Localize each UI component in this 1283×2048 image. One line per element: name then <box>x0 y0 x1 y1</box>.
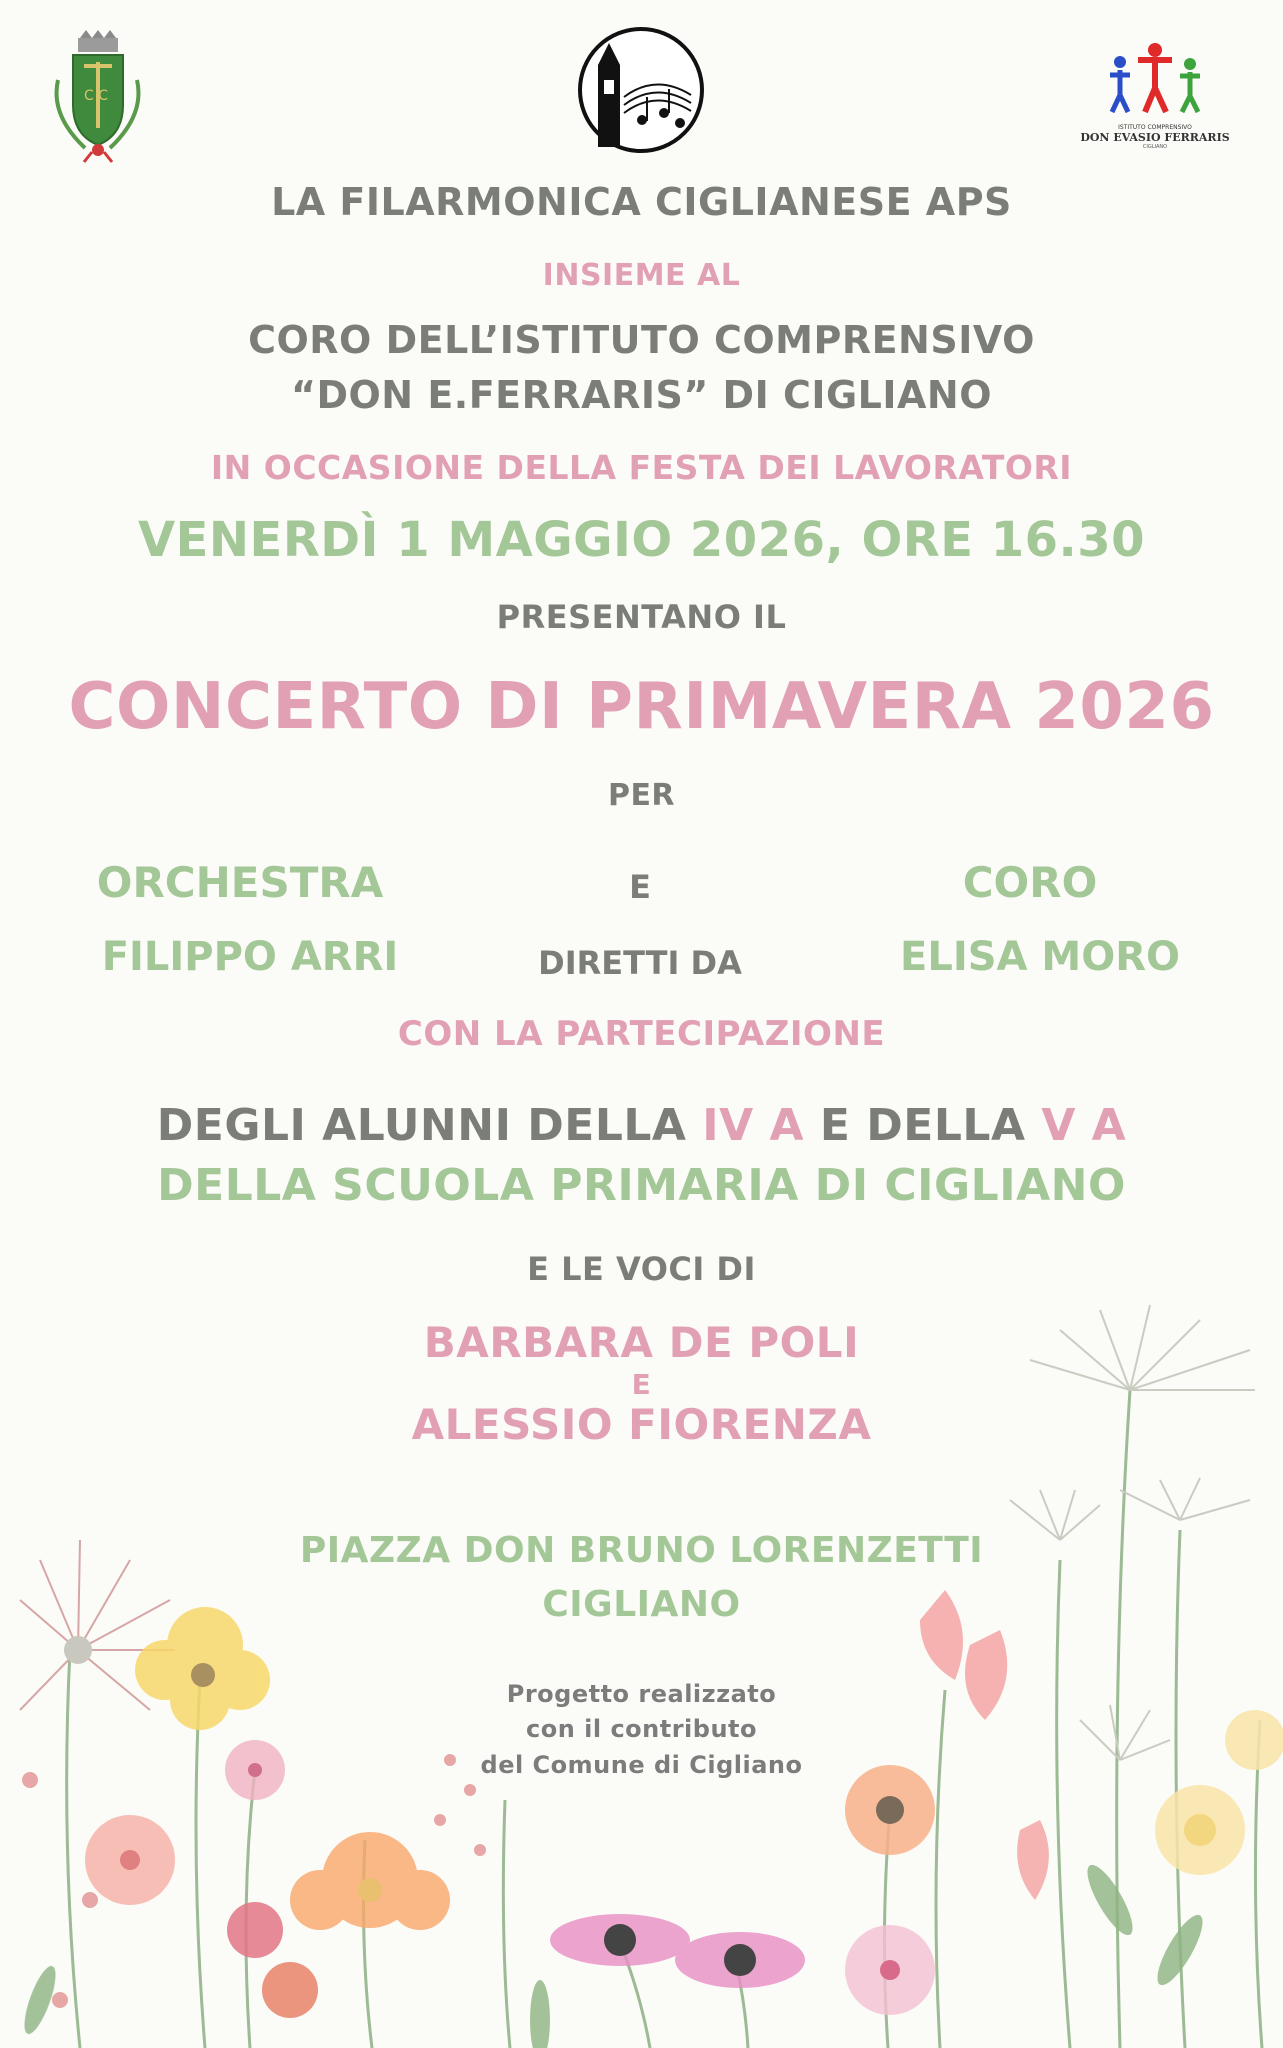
and-separator: E <box>629 868 651 906</box>
istituto-logo-line2: DON EVASIO FERRARIS <box>1080 131 1230 144</box>
venue-place: PIAZZA DON BRUNO LORENZETTI <box>299 1530 984 1571</box>
flower-decoration-illustration <box>0 1300 1283 2048</box>
occasion-line: IN OCCASIONE DELLA FESTA DEI LAVORATORI <box>210 448 1073 487</box>
choir-director: ELISA MORO <box>900 934 1180 980</box>
school-line: DELLA SCUOLA PRIMARIA DI CIGLIANO <box>157 1160 1126 1211</box>
students-text-b: E DELLA <box>804 1100 1042 1151</box>
credit-line2: con il contributo <box>525 1715 758 1743</box>
venue-town: CIGLIANO <box>542 1584 741 1625</box>
comune-coat-of-arms-logo <box>40 30 155 165</box>
singer-2: ALESSIO FIORENZA <box>411 1400 872 1449</box>
class-v-a: V A <box>1041 1100 1127 1151</box>
credit-line3: del Comune di Cigliano <box>480 1751 803 1779</box>
choir-line2: “DON E.FERRARIS” DI CIGLIANO <box>290 373 993 417</box>
organizer-name: LA FILARMONICA CIGLIANESE APS <box>271 180 1012 224</box>
for-label: PER <box>607 778 676 813</box>
students-line <box>0 1100 1283 1151</box>
singer-1: BARBARA DE POLI <box>423 1318 860 1367</box>
dancing-people-icon <box>1100 40 1210 120</box>
credit-line1: Progetto realizzato <box>506 1680 777 1708</box>
choir-label: CORO <box>962 858 1098 907</box>
orchestra-director: FILIPPO ARRI <box>101 934 399 980</box>
concert-title: CONCERTO DI PRIMAVERA 2026 <box>68 670 1215 744</box>
istituto-comprensivo-logo <box>1075 40 1235 180</box>
choir-line1: CORO DELL’ISTITUTO COMPRENSIVO <box>248 318 1035 362</box>
voices-heading: E LE VOCI DI <box>527 1250 756 1288</box>
class-iv-a: IV A <box>702 1100 805 1151</box>
directed-by-label: DIRETTI DA <box>538 944 742 982</box>
event-date: VENERDÌ 1 MAGGIO 2026, ORE 16.30 <box>137 512 1146 568</box>
students-text-a: DEGLI ALUNNI DELLA <box>156 1100 703 1151</box>
filarmonica-tower-music-logo <box>576 25 706 155</box>
istituto-logo-line1: ISTITUTO COMPRENSIVO <box>1118 124 1192 131</box>
istituto-logo-line3: CIGLIANO <box>1142 144 1168 150</box>
together-with-label: INSIEME AL <box>542 258 741 293</box>
presenting-label: PRESENTANO IL <box>496 598 787 636</box>
coat-of-arms-letters: C C <box>84 88 109 104</box>
orchestra-label: ORCHESTRA <box>96 858 384 907</box>
participation-heading: CON LA PARTECIPAZIONE <box>397 1014 886 1054</box>
singers-and: E <box>631 1368 652 1401</box>
